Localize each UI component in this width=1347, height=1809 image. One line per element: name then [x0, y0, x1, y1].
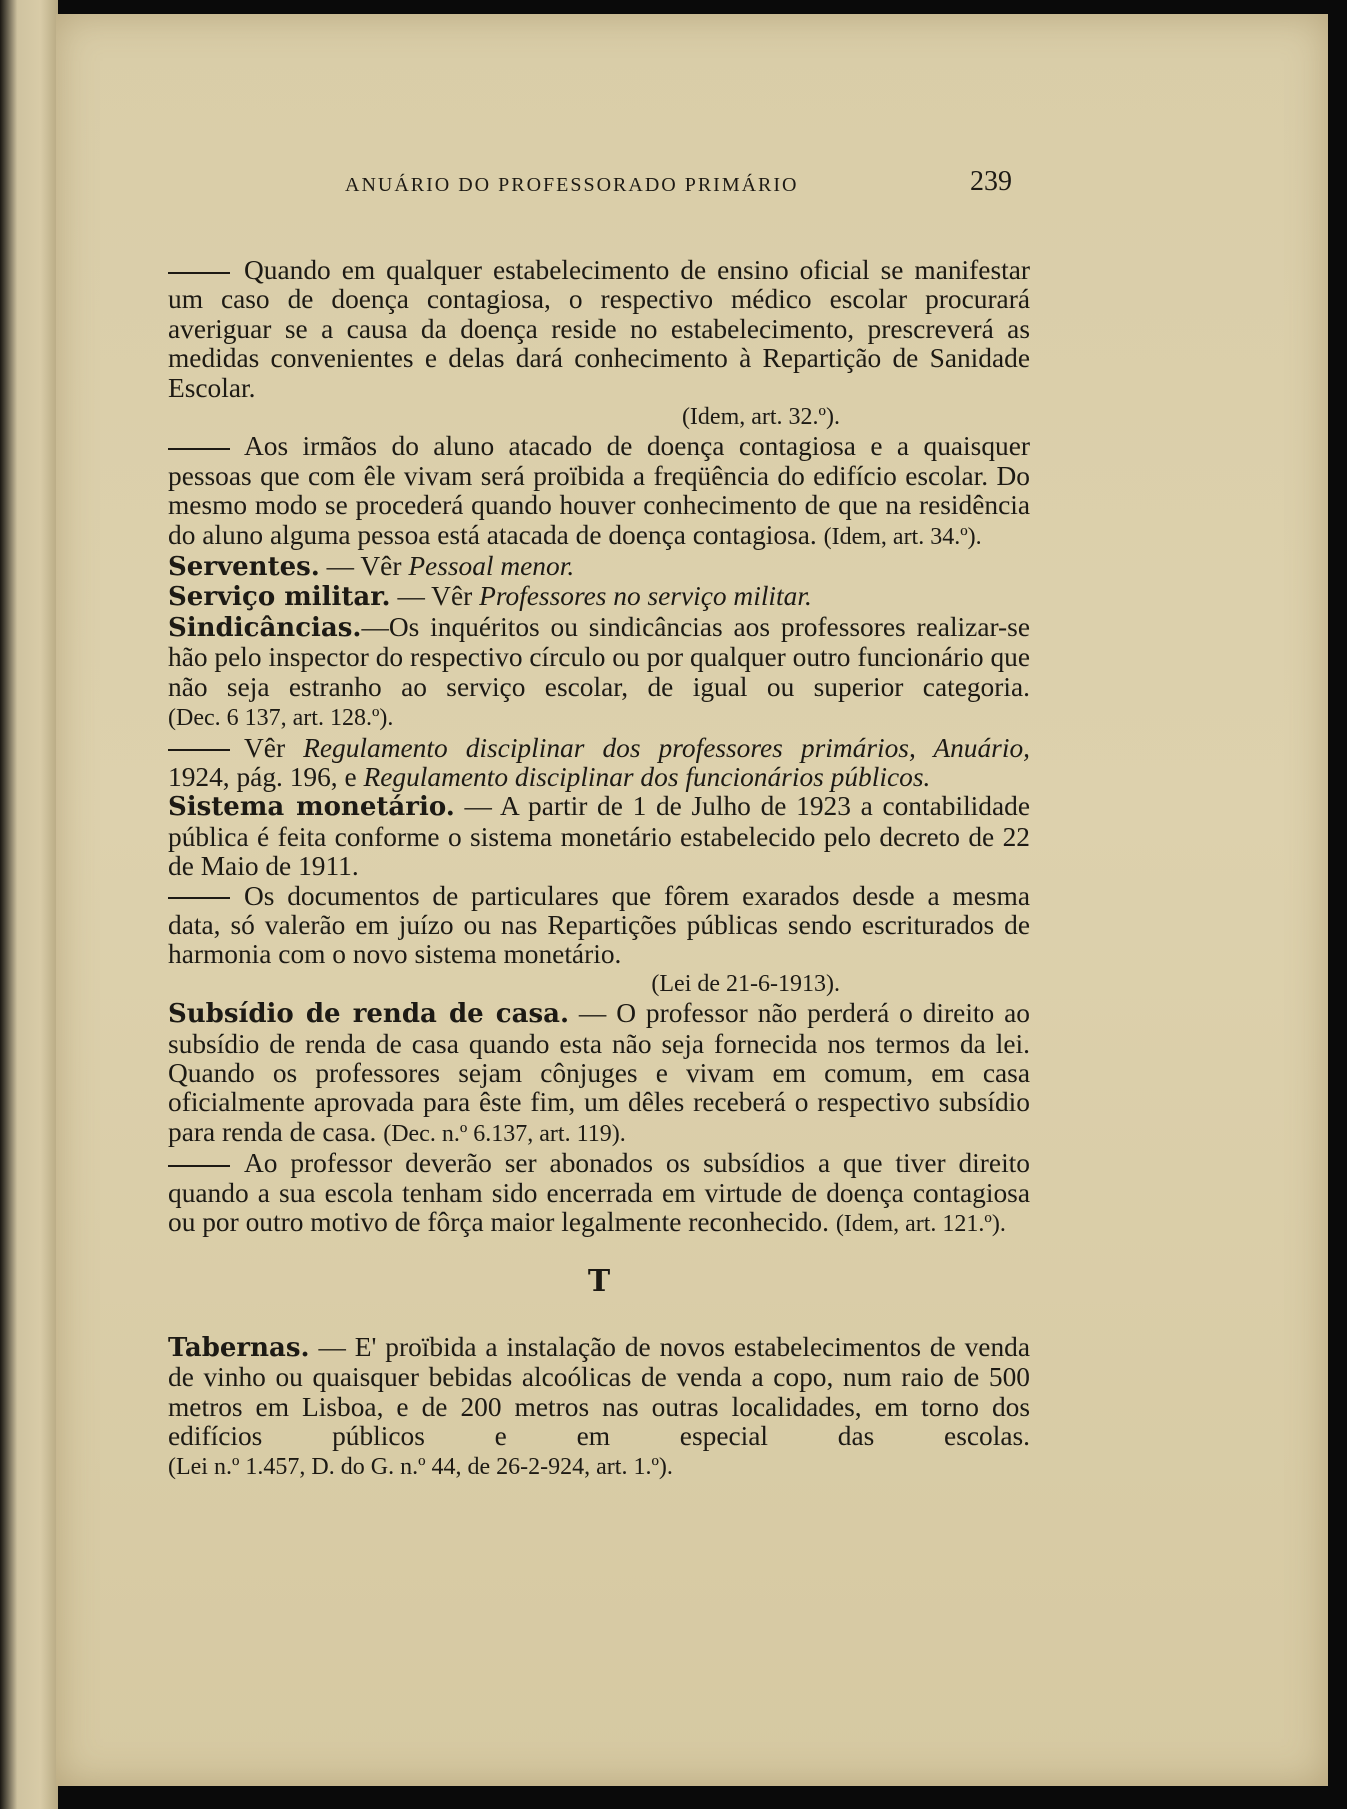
em-dash-rule	[168, 749, 230, 751]
citation: (Lei de 21-6-1913).	[651, 970, 840, 997]
paragraph-documentos: Os documentos de particulares que fôrem exarados desde a mesma data, só valerão em juízo ou nas Repartições públicas sendo escriturados de harmonia com o novo sistema monetário. (Lei de 21-6-1913).	[168, 882, 1030, 1000]
entry-servico-militar: Serviço militar. — Vêr Professores no serviço militar.	[168, 581, 812, 613]
entry-heading: Sistema monetário.	[168, 792, 455, 823]
cross-reference: Pessoal menor.	[408, 551, 575, 582]
page-number: 239	[970, 166, 1012, 197]
page-body	[168, 256, 1030, 1483]
citation: (Lei n.º 1.457, D. do G. n.º 44, de 26-2-924, art. 1.º).	[168, 1454, 673, 1481]
entry-tabernas: Tabernas. — E' proïbida a instalação de novos estabelecimentos de venda de vinho ou quaisquer bebidas alcoólicas de venda a copo, num raio de 500 metros em Lisboa, e de 200 metros nas outras localidades, em torno dos edifícios públicos e em especial das escolas. (Lei n.º 1.457, D. do G. n.º 44, de 26-2-924, art. 1.º).	[168, 1331, 1030, 1481]
citation: (Dec. n.º 6.137, art. 119).	[383, 1120, 626, 1147]
citation: (Idem, art. 121.º).	[835, 1211, 1006, 1237]
cross-reference: Regulamento disciplinar dos funcionários públicos.	[363, 761, 931, 792]
entry-heading: Serventes.	[168, 552, 320, 583]
citation: (Dec. 6 137, art. 128.º).	[168, 705, 394, 732]
entry-subsidio: Subsídio de renda de casa. — O professor não perderá o direito ao subsídio de renda de casa quando esta não seja fornecida nos termos da lei. Quando os professores sejam cônjuges e vivam em comum, em casa oficialmente aprovada para êste fim, um dêles receberá o respectivo subsídio para renda de casa. (Dec. n.º 6.137, art. 119).	[168, 998, 1030, 1147]
em-dash-rule	[168, 272, 230, 274]
citation: (Idem, art. 34.º).	[823, 523, 982, 550]
entry-heading: Serviço militar.	[168, 582, 391, 613]
entry-heading: Subsídio de renda de casa.	[168, 999, 570, 1030]
paragraph-contagious-case: Quando em qualquer estabelecimento de ensino oficial se manifestar um caso de doença contagiosa, o respectivo médico escolar procurará averiguar se a causa da doença reside no estabelecimento, prescreverá as medidas convenientes e delas dará conhecimento à Repartição de Sanidade Escolar. (Idem, art. 32.º).	[168, 256, 1030, 432]
em-dash-rule	[168, 897, 230, 899]
running-head: ANUÁRIO DO PROFESSORADO PRIMÁRIO	[345, 174, 799, 196]
entry-heading: Tabernas.	[168, 1332, 310, 1363]
citation: (Idem, art. 32.º).	[681, 404, 840, 431]
page-header	[150, 162, 1030, 202]
entry-heading: Sindicâncias.	[168, 612, 362, 643]
section-letter: T	[587, 1264, 611, 1300]
em-dash-rule	[168, 1165, 230, 1167]
cross-reference: Professores no serviço militar.	[479, 581, 812, 612]
entry-serventes: Serventes. — Vêr Pessoal menor.	[168, 551, 575, 583]
book-spine	[0, 0, 58, 1809]
paragraph-abono: Ao professor deverão ser abonados os subsídios a que tiver direito quando a sua escola tenham sido encerrada em virtude de doença contagiosa ou por outro motivo de fôrça maior legalmente reconhecido. (Idem, art. 121.º).	[168, 1148, 1030, 1237]
em-dash-rule	[168, 448, 230, 450]
paragraph-ver-regulamento: Vêr Regulamento disciplinar dos professores primários, Anuário, 1924, pág. 196, e Regulamento disciplinar dos funcionários públicos.	[168, 732, 1030, 792]
cross-reference: Regulamento disciplinar dos professores primários, Anuário,	[303, 732, 1030, 763]
entry-sindicancias: Sindicâncias.—Os inquéritos ou sindicâncias aos professores realizar-se hão pelo inspector do respectivo círculo ou por qualquer outro funcionário que não seja estranho ao serviço escolar, de igual ou superior categoria. (Dec. 6 137, art. 128.º).	[168, 611, 1030, 732]
entry-sistema-monetario: Sistema monetário. — A partir de 1 de Julho de 1923 a contabilidade pública é feita conforme o sistema monetário estabelecido pelo decreto de 22 de Maio de 1911.	[168, 791, 1030, 882]
paragraph-siblings: Aos irmãos do aluno atacado de doença contagiosa e a quaisquer pessoas que com êle vivam será proïbida a freqüência do edifício escolar. Do mesmo modo se procederá quando houver conhecimento de que na residência do aluno alguma pessoa está atacada de doença contagiosa. (Idem, art. 34.º).	[168, 431, 1030, 550]
